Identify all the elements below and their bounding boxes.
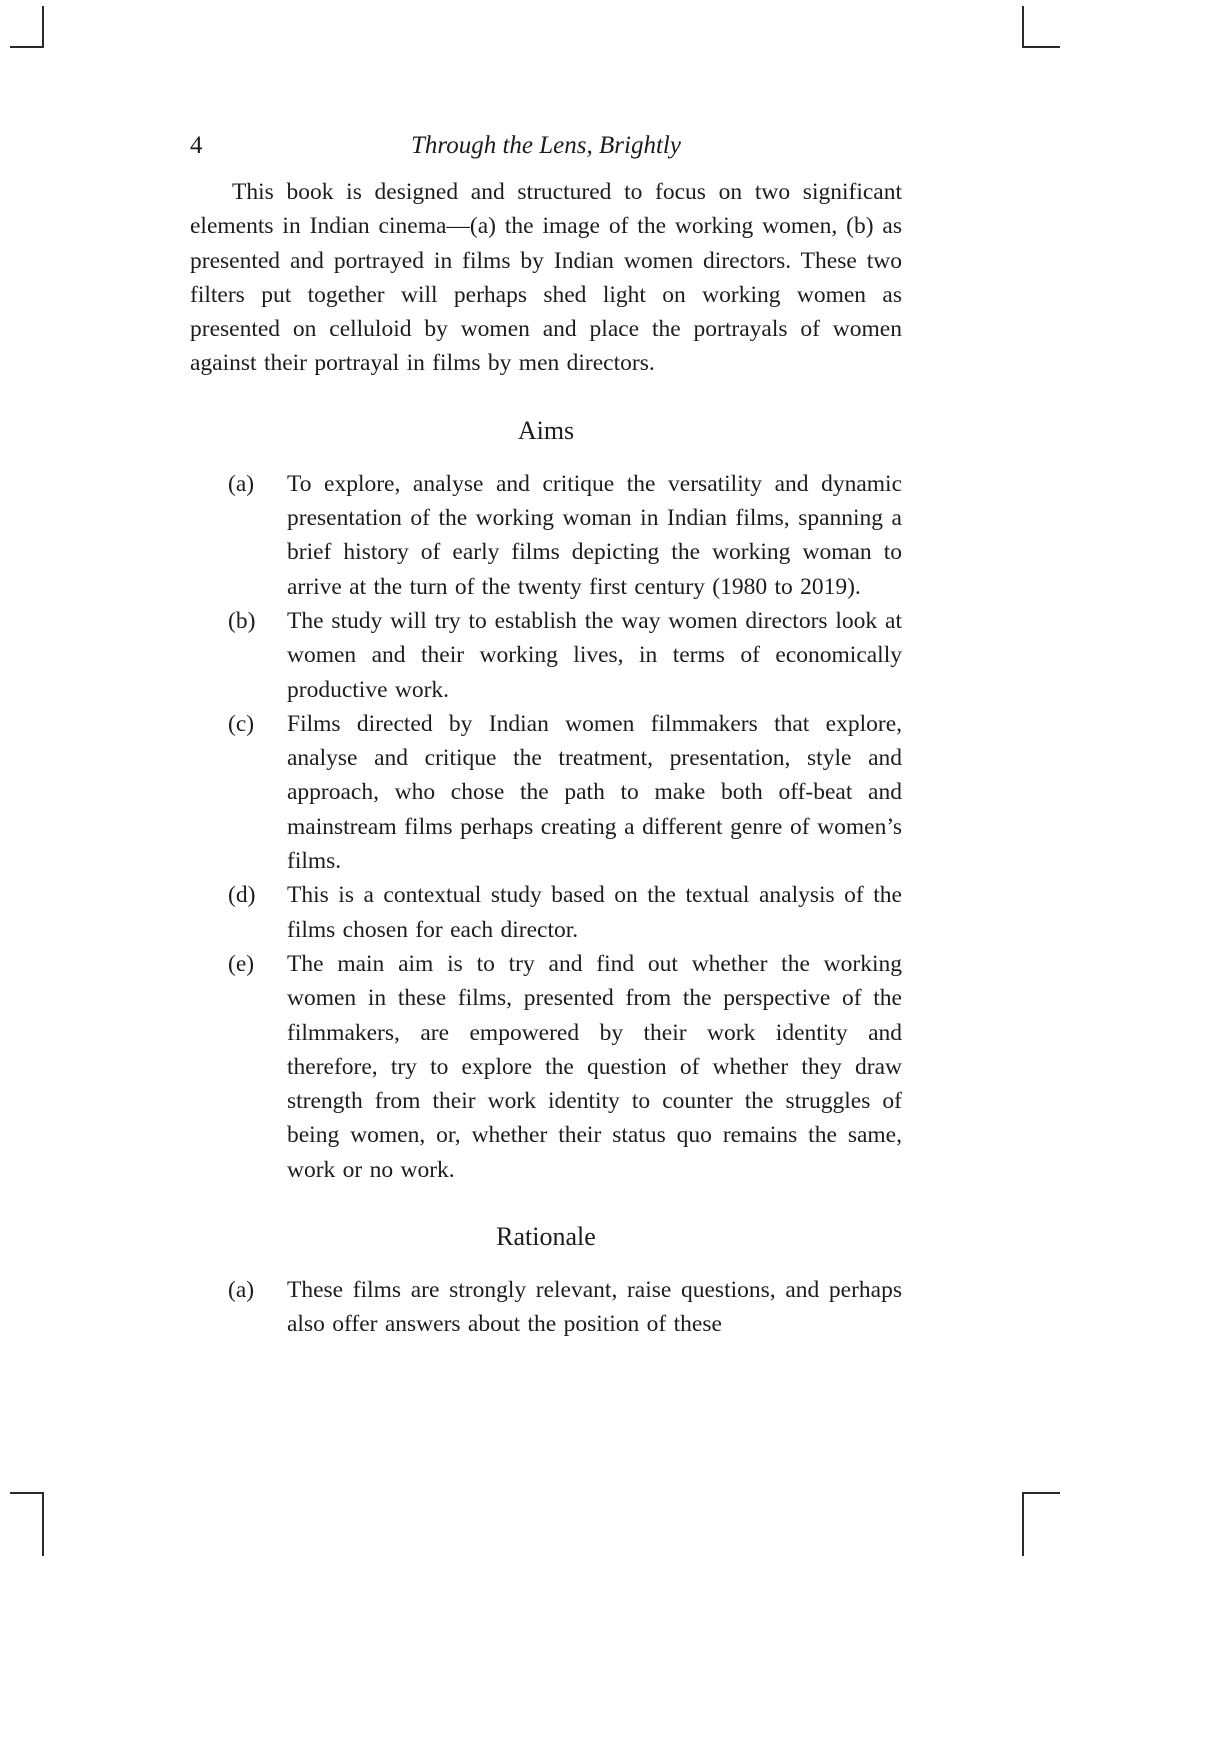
- list-item-label: (e): [228, 950, 255, 977]
- section-heading-aims: Aims: [517, 415, 575, 445]
- crop-mark-bottom-left: [10, 1492, 44, 1556]
- list-item: [190, 878, 902, 947]
- list-item-label: (c): [228, 710, 255, 737]
- running-header: [190, 130, 902, 162]
- list-item: [190, 604, 902, 707]
- list-item: [190, 467, 902, 604]
- list-item-label: (d): [228, 882, 256, 909]
- rationale-list: [190, 1273, 902, 1342]
- list-item: [190, 707, 902, 878]
- list-item-label: (a): [228, 1277, 255, 1304]
- list-item-text: The main aim is to try and find out whether the working women in these films, presented from the perspective of the filmmakers, are empowered by their work identity and therefore, try to explore the question of whether they draw strength from their work identity to counter the struggles of being women, or, whether their status quo remains the same, work or no work.: [287, 950, 902, 1183]
- list-item-label: (b): [228, 607, 256, 634]
- crop-mark-bottom-right: [1022, 1492, 1060, 1556]
- list-item-text: The study will try to establish the way women directors look at women and their working lives, in terms of economically productive work.: [287, 607, 902, 703]
- list-item: [190, 947, 902, 1187]
- list-item-text: Films directed by Indian women filmmakers that explore, analyse and critique the treatment, presentation, style and approach, who chose the path to make both off-beat and mainstream films perhaps creating a different genre of women’s films.: [287, 710, 902, 875]
- aims-list: [190, 467, 902, 1187]
- list-item: [190, 1273, 902, 1342]
- page-number: 4: [190, 132, 203, 159]
- page-content: [190, 0, 902, 1342]
- running-title: Through the Lens, Brightly: [411, 132, 681, 159]
- list-item-text: These films are strongly relevant, raise questions, and perhaps also offer answers about the position of these: [287, 1277, 902, 1338]
- section-heading-rationale: Rationale: [496, 1222, 596, 1252]
- crop-mark-top-left: [10, 6, 44, 48]
- intro-paragraph: This book is designed and structured to focus on two significant elements in Indian cinema—(a) the image of the working women, (b) as presented and portrayed in films by Indian women directors. These two filters put together will perhaps shed light on working women as presented on celluloid by women and place the portrayals of women against their portrayal in films by men directors.: [190, 179, 902, 377]
- crop-mark-top-right: [1022, 6, 1060, 48]
- list-item-text: This is a contextual study based on the textual analysis of the films chosen for each director.: [287, 882, 902, 943]
- list-item-label: (a): [228, 470, 255, 497]
- list-item-text: To explore, analyse and critique the versatility and dynamic presentation of the working woman in Indian films, spanning a brief history of early films depicting the working woman to arrive at the turn of the twenty first century (1980 to 2019).: [287, 470, 902, 600]
